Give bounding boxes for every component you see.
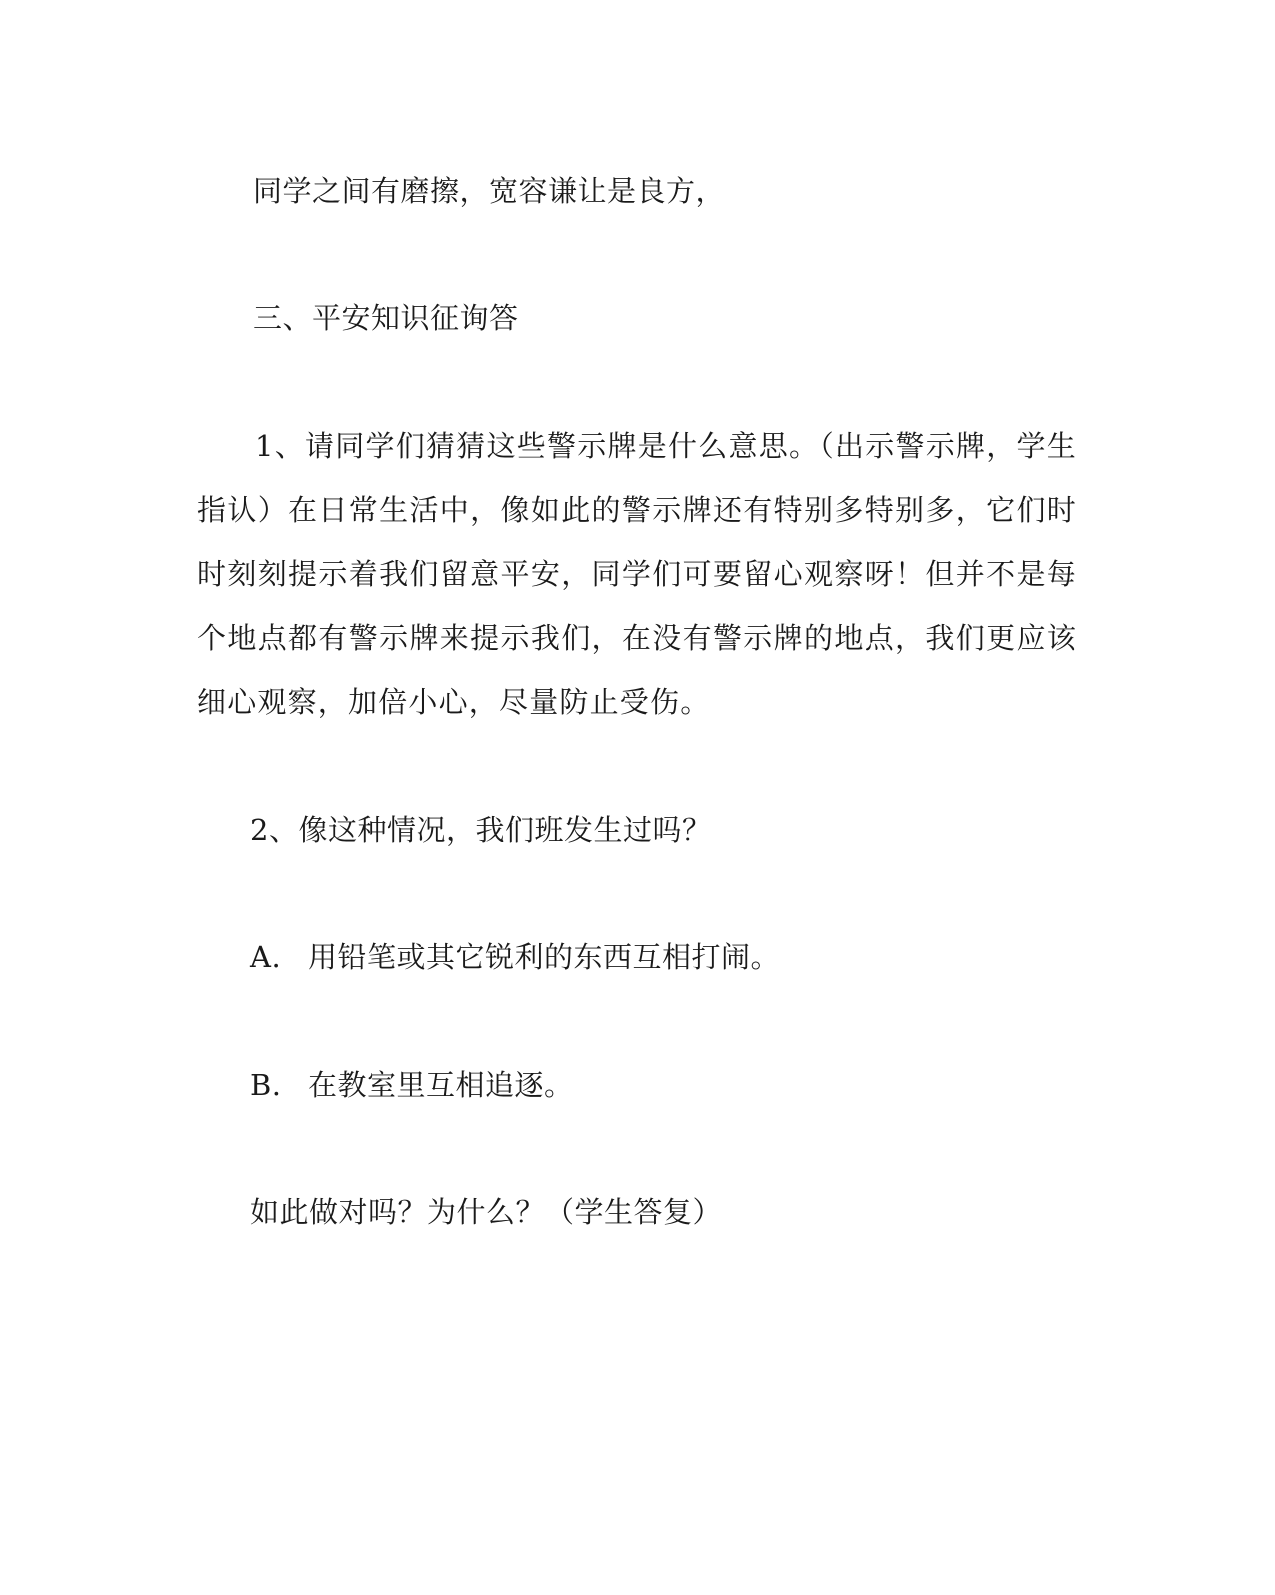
text-line-tolerance: 同学之间有磨擦，宽容谦让是良方， — [253, 174, 726, 208]
option-a-label: A. — [250, 940, 282, 974]
question-1-paragraph: 1、请同学们猜猜这些警示牌是什么意思。（出示警示牌，学生指认）在日常生活中，像如此的警示牌还有特别多特别多，它们时时刻刻提示着我们留意平安，同学们可要留心观察呀！但并不是每个地点都有警示牌来提示我们，在没有警示牌的地点，我们更应该细心观察，加倍小心，尽量防止受伤。 — [197, 429, 1077, 719]
option-a — [250, 937, 780, 977]
option-a-text: 用铅笔或其它锐利的东西互相打闹。 — [308, 940, 781, 974]
closing-question: 如此做对吗？为什么？（学生答复） — [250, 1195, 723, 1229]
question-2: 2、像这种情况，我们班发生过吗？ — [250, 813, 712, 847]
option-b-label: B. — [250, 1068, 282, 1102]
option-b — [250, 1065, 574, 1105]
option-b-text: 在教室里互相追逐。 — [308, 1068, 574, 1102]
section-heading: 三、平安知识征询答 — [253, 301, 519, 335]
